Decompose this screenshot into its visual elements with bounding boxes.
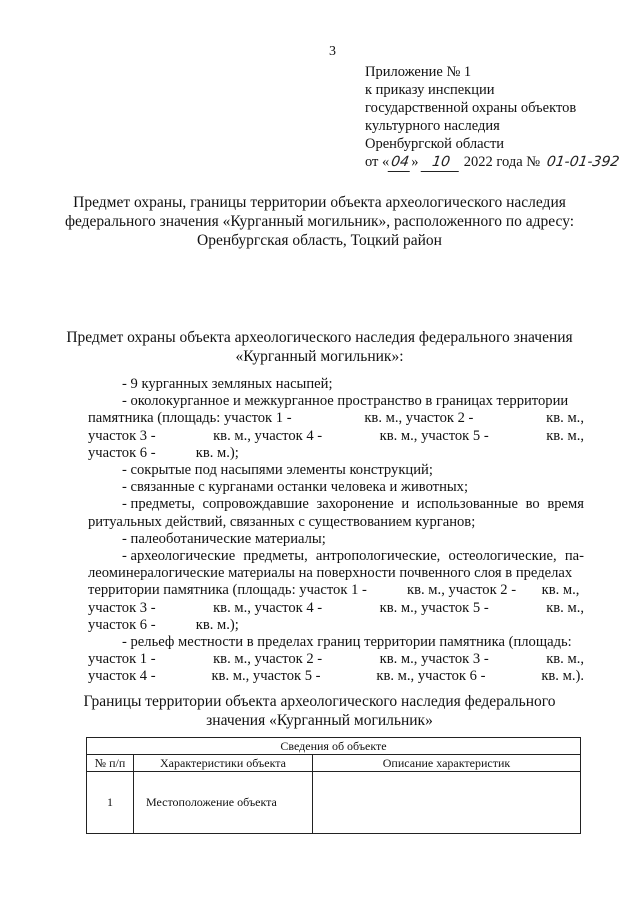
text-fragment: кв. м., участок 5 - <box>379 599 489 616</box>
list-item: участок 6 - кв. м.); <box>88 444 239 461</box>
text-fragment: антропологические, <box>315 548 441 564</box>
text-fragment: и <box>401 496 410 513</box>
object-info-table <box>86 737 581 834</box>
appendix-line: Приложение № 1 <box>365 64 472 80</box>
text-fragment: сопровождавшие <box>202 496 309 513</box>
row-characteristic: Местоположение объекта <box>134 772 313 834</box>
text-fragment: кв. м., <box>546 410 584 427</box>
text-fragment: остеологические, <box>448 548 557 564</box>
table-caption: Сведения об объекте <box>87 738 581 755</box>
boundaries-title-line: Границы территории объекта археологического наследия федерального <box>83 693 556 710</box>
text-fragment: участок 3 - <box>88 427 156 444</box>
appendix-line: государственной охраны объектов <box>365 100 577 116</box>
text-fragment: участок 4 - <box>88 668 156 685</box>
list-item <box>88 667 584 687</box>
row-num: 1 <box>87 772 134 834</box>
text-fragment: кв. м., <box>546 427 584 444</box>
text-fragment: кв. м., участок 3 - <box>379 651 489 668</box>
list-item: - палеоботанические материалы; <box>122 530 326 547</box>
main-title-line: федерального значения «Курганный могильник», расположенного по адресу: <box>64 213 575 230</box>
list-item: участок 6 - кв. м.); <box>88 616 239 633</box>
list-item: леоминералогические материалы на поверхности почвенного слоя в пределах <box>88 565 573 582</box>
text-fragment: - археологические <box>122 548 236 564</box>
boundaries-title-line: значения «Курганный могильник» <box>206 712 433 729</box>
text-fragment: кв. м., участок 2 - <box>213 651 323 668</box>
order-date-line <box>365 153 622 172</box>
appendix-line: к приказу инспекции <box>365 82 495 98</box>
year-text: 2022 года № <box>463 154 541 170</box>
text-fragment: кв. м., участок 4 - <box>213 599 323 616</box>
text-fragment: - предметы, <box>122 496 195 513</box>
list-item: - 9 курганных земляных насыпей; <box>122 376 333 392</box>
page-number: 3 <box>329 44 336 59</box>
text-fragment: кв. м., участок 2 - <box>364 410 474 427</box>
table-row <box>87 772 581 834</box>
list-item: - околокурганное и межкурганное пространство в границах территории <box>122 393 569 410</box>
text-fragment: кв. м., участок 6 - <box>376 668 486 685</box>
list-item: территории памятника (площадь: участок 1 - кв. м., участок 2 - кв. м., <box>88 582 580 599</box>
header-num: № п/п <box>87 755 134 772</box>
list-item: ритуальных действий, связанных с существованием курганов; <box>88 513 476 530</box>
main-title-line: Оренбургская область, Тоцкий район <box>197 232 442 249</box>
date-prefix: от « <box>365 154 390 170</box>
text-fragment: па- <box>564 548 584 564</box>
date-close-quote: » <box>411 154 419 170</box>
appendix-line: Оренбургской области <box>365 136 505 152</box>
row-description <box>313 772 581 834</box>
subject-title-line: «Курганный могильник»: <box>235 348 404 365</box>
text-fragment: захоронение <box>316 496 394 513</box>
text-fragment: участок 1 - <box>88 651 156 668</box>
handwritten-number: 01-01-392 <box>545 154 621 170</box>
text-fragment: кв. м., участок 5 - <box>379 427 489 444</box>
list-item: - рельеф местности в пределах границ территории памятника (площадь: <box>122 634 572 650</box>
text-fragment: кв. м.). <box>541 668 584 685</box>
appendix-line: культурного наследия <box>365 118 500 134</box>
subject-title-line: Предмет охраны объекта археологического наследия федерального значения <box>66 329 573 346</box>
header-description: Описание характеристик <box>313 755 581 772</box>
text-fragment: кв. м., <box>546 599 584 616</box>
header-characteristic: Характеристики объекта <box>134 755 313 772</box>
text-fragment: кв. м., участок 5 - <box>211 668 321 685</box>
text-fragment: кв. м., участок 4 - <box>213 427 323 444</box>
main-title-line: Предмет охраны, границы территории объекта археологического наследия <box>73 194 566 211</box>
text-fragment: предметы, <box>243 548 308 564</box>
text-fragment: во <box>525 496 540 513</box>
handwritten-day: 04 <box>388 153 413 172</box>
text-fragment: участок 3 - <box>88 599 156 616</box>
list-item: - связанные с курганами останки человека и животных; <box>122 479 469 496</box>
text-fragment: время <box>547 496 584 513</box>
list-item: - сокрытые под насыпями элементы конструкций; <box>122 462 433 478</box>
text-fragment: кв. м., <box>546 651 584 668</box>
text-fragment: использованные <box>416 496 518 513</box>
text-fragment: памятника (площадь: участок 1 - <box>88 410 292 427</box>
handwritten-month: 10 <box>421 153 462 172</box>
